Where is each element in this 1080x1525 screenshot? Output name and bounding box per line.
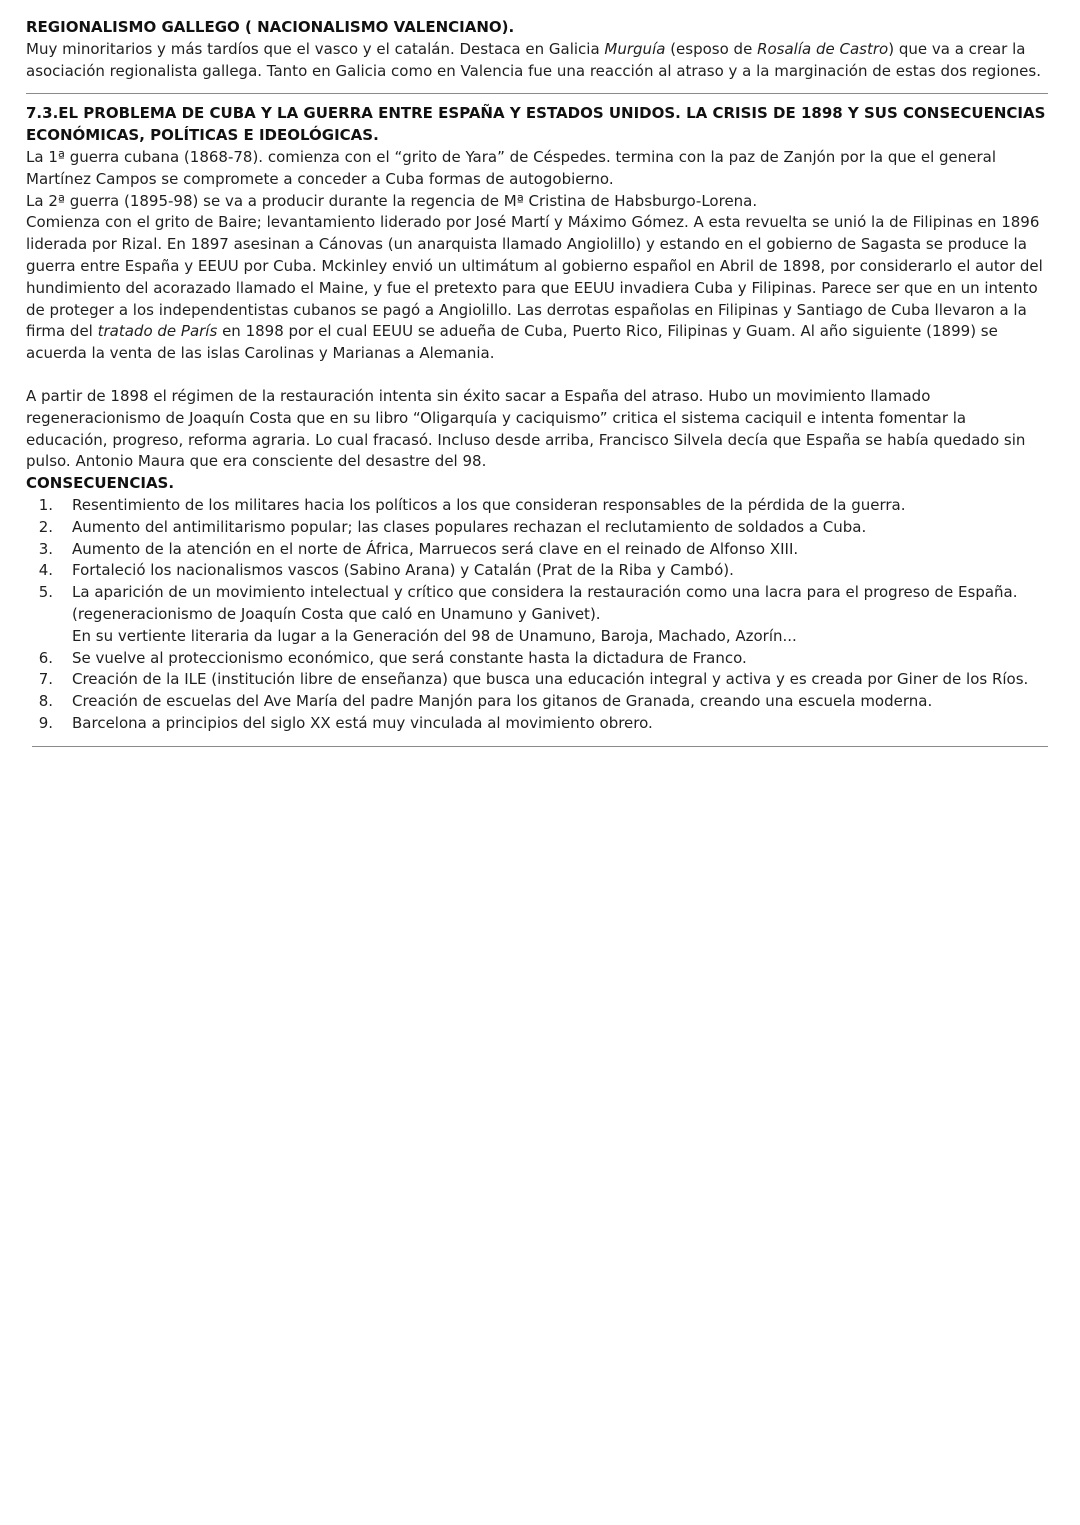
paragraph-regionalismo: Muy minoritarios y más tardíos que el vasco y el catalán. Destaca en Galicia Murguía (esposo de Rosalía de Castro) que va a crear la asociación regionalista gallega. Tanto en Galicia como en Valencia fue una reacción al atraso y a la marginación de estas dos regiones. [26,39,1041,80]
paragraph-segunda-guerra: La 2ª guerra (1895-98) se va a producir durante la regencia de Mª Cristina de Habsburgo-Lorena. [26,191,758,210]
section-heading-cuba: 7.3.EL PROBLEMA DE CUBA Y LA GUERRA ENTRE ESPAÑA Y ESTADOS UNIDOS. LA CRISIS DE 1898 Y SUS CONSECUENCIAS ECONÓMICAS, POLÍTICAS E IDEOLÓGICAS. [26,104,1046,145]
list-item: 3. Aumento de la atención en el norte de África, Marruecos será clave en el reinado de Alfonso XIII. [38,539,799,558]
list-item-subline: En su vertiente literaria da lugar a la Generación del 98 de Unamuno, Baroja, Machado, Azorín... [72,626,797,645]
paragraph-primera-guerra: La 1ª guerra cubana (1868-78). comienza con el “grito de Yara” de Céspedes. termina con la paz de Zanjón por la que el general Martínez Campos se compromete a conceder a Cuba formas de autogobierno. [26,147,997,188]
list-item: 7. Creación de la ILE (institución libre de enseñanza) que busca una educación integral y activa y es creada por Giner de los Ríos. [38,670,1029,689]
list-item: 5. La aparición de un movimiento intelectual y crítico que considera la restauración como una lacra para el progreso de España. (regeneracionismo de Joaquín Costa que caló en Unamuno y Ganivet). En su vertiente literaria da lugar a la Generación del 98 de Unamuno, Baroja, Machado, Azorín... [26,582,1048,647]
paragraph-grito-baire: Comienza con el grito de Baire; levantamiento liderado por José Martí y Máximo Gómez. A esta revuelta se unió la de Filipinas en 1896 liderada por Rizal. En 1897 asesinan a Cánovas (un anarquista llamado Angiolillo) y estando en el gobierno de Sagasta se produce la guerra entre España y EEUU por Cuba. Mckinley envió un ultimátum al gobierno español en Abril de 1898, por considerarlo el autor del hundimiento del acorazado llamado el Maine, y fue el pretexto para que EEUU invadiera Cuba y Filipinas. Parece ser que en un intento de proteger a los independentistas cubanos se pagó a Angiolillo. Las derrotas españolas en Filipinas y Santiago de Cuba llevaron a la firma del tratado de París en 1898 por el cual EEUU se adueña de Cuba, Puerto Rico, Filipinas y Guam. Al año siguiente (1899) se acuerda la venta de las islas Carolinas y Marianas a Alemania. [26,213,1043,363]
consecuencias-list [26,495,1048,735]
list-item: 1. Resentimiento de los militares hacia los políticos a los que consideran responsables de la pérdida de la guerra. [38,495,906,514]
list-item: 4. Fortaleció los nacionalismos vascos (Sabino Arana) y Catalán (Prat de la Riba y Cambó). [38,561,734,580]
section-heading-regionalismo: REGIONALISMO GALLEGO ( NACIONALISMO VALENCIANO). [26,18,515,36]
list-item: 8. Creación de escuelas del Ave María del padre Manjón para los gitanos de Granada, creando una escuela moderna. [38,692,933,711]
list-item: 6. Se vuelve al proteccionismo económico, que será constante hasta la dictadura de Franco. [38,648,747,667]
list-item: 9. Barcelona a principios del siglo XX está muy vinculada al movimiento obrero. [38,713,653,732]
section-divider-bottom [32,746,1048,747]
section-divider [26,93,1048,94]
consecuencias-heading: CONSECUENCIAS. [26,474,175,493]
list-item: 2. Aumento del antimilitarismo popular; las clases populares rechazan el reclutamiento de soldados a Cuba. [38,517,867,536]
document-page [26,17,1048,747]
paragraph-regeneracionismo: A partir de 1898 el régimen de la restauración intenta sin éxito sacar a España del atraso. Hubo un movimiento llamado regeneracionismo de Joaquín Costa que en su libro “Oligarquía y caciquismo” critica el sistema caciquil e intenta fomentar la educación, progreso, reforma agraria. Lo cual fracasó. Incluso desde arriba, Francisco Silvela decía que España se había quedado sin pulso. Antonio Maura que era consciente del desastre del 98. [26,386,1026,471]
